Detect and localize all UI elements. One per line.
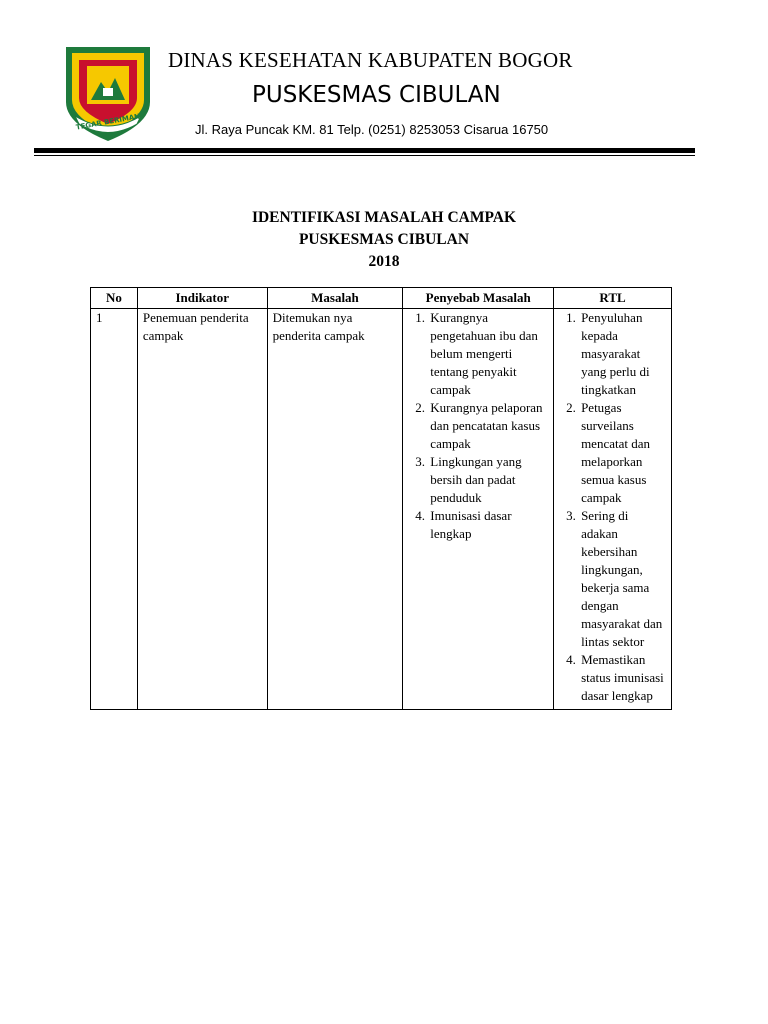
penyebab-list: [408, 309, 548, 543]
cell-penyebab: [403, 309, 554, 710]
header-rule-thin: [34, 155, 695, 156]
logo-motto: TEGAR BERIMAN: [75, 112, 141, 132]
list-item: 2. Kurangnya pelaporan dan pencatatan kasus campak: [428, 399, 548, 453]
header-rule-thick: [34, 148, 695, 153]
puskesmas-name: PUSKESMAS CIBULAN: [252, 82, 501, 108]
address-line: Jl. Raya Puncak KM. 81 Telp. (0251) 8253053 Cisarua 16750: [195, 122, 549, 137]
list-item: 1. Penyuluhan kepada masyarakat yang perlu di tingkatkan: [579, 309, 666, 399]
document-subtitle: PUSKESMAS CIBULAN: [298, 231, 470, 248]
organization-name: DINAS KESEHATAN KABUPATEN BOGOR: [168, 48, 573, 72]
rtl-list: [559, 309, 666, 705]
cell-indikator: Penemuan penderita campak: [137, 309, 267, 710]
header-indikator: Indikator: [137, 288, 267, 309]
header-masalah: Masalah: [267, 288, 403, 309]
document-title: IDENTIFIKASI MASALAH CAMPAK: [251, 209, 517, 226]
problem-identification-table: [90, 287, 672, 710]
list-item: 4. Memastikan status imunisasi dasar lengkap: [579, 651, 666, 705]
list-item: 3. Sering di adakan kebersihan lingkungan, bekerja sama dengan masyarakat dan lintas sektor: [579, 507, 666, 651]
cell-masalah: Ditemukan nya penderita campak: [267, 309, 403, 710]
list-item: 4. Imunisasi dasar lengkap: [428, 507, 548, 543]
header-rtl: RTL: [554, 288, 672, 309]
cell-rtl: [554, 309, 672, 710]
table-row: [91, 309, 672, 710]
list-item: 2. Petugas surveilans mencatat dan melaporkan semua kasus campak: [579, 399, 666, 507]
list-item: 1. Kurangnya pengetahuan ibu dan belum mengerti tentang penyakit campak: [428, 309, 548, 399]
table-header-row: [91, 288, 672, 309]
list-item: 3. Lingkungan yang bersih dan padat penduduk: [428, 453, 548, 507]
header-penyebab: Penyebab Masalah: [403, 288, 554, 309]
document-year: 2018: [368, 253, 400, 270]
header-no: No: [91, 288, 138, 309]
cell-no: 1: [91, 309, 138, 710]
